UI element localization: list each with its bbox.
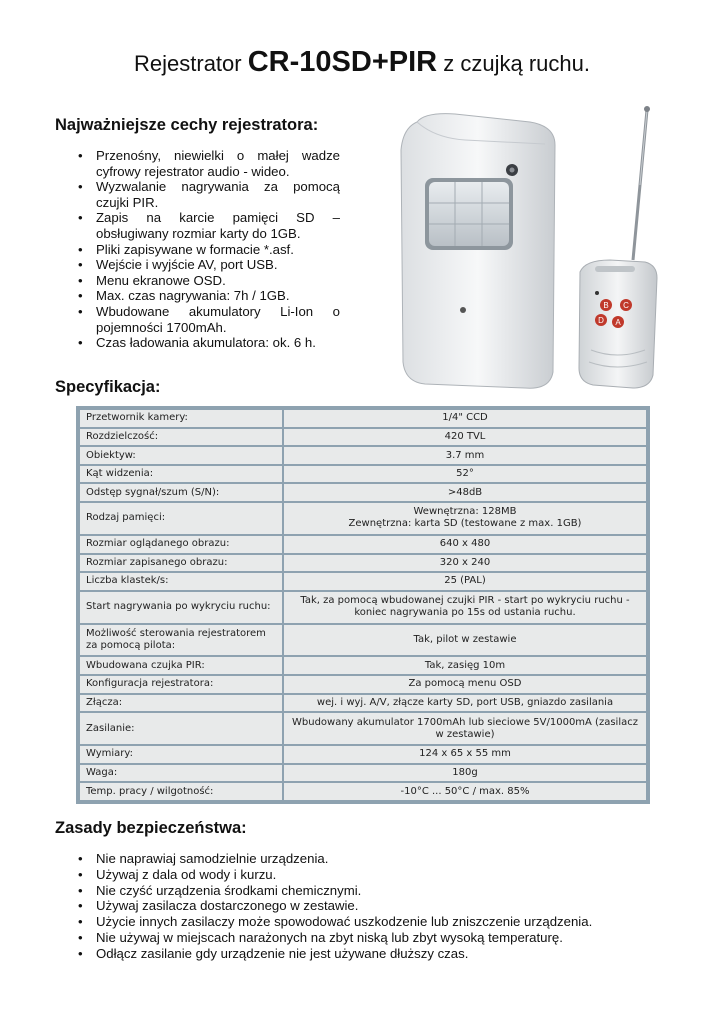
spec-table-frame	[76, 406, 650, 804]
spec-key: Rozmiar oglądanego obrazu:	[80, 536, 282, 553]
spec-key: Wbudowana czujka PIR:	[80, 657, 282, 674]
spec-value: 3.7 mm	[284, 447, 646, 464]
feature-item: • Wejście i wyjście AV, port USB.	[78, 257, 340, 273]
safety-item: • Użycie innych zasilaczy może spowodować uszkodzenie lub zniszczenie urządzenia.	[78, 914, 678, 930]
spec-key: Temp. pracy / wilgotność:	[80, 783, 282, 800]
spec-key: Odstęp sygnał/szum (S/N):	[80, 484, 282, 501]
feature-item: • Pliki zapisywane w formacie *.asf.	[78, 242, 340, 258]
spec-value: -10°C ... 50°C / max. 85%	[284, 783, 646, 800]
spec-value: Tak, zasięg 10m	[284, 657, 646, 674]
spec-key: Rozmiar zapisanego obrazu:	[80, 555, 282, 572]
recorder-body	[401, 114, 555, 389]
spec-row	[80, 625, 646, 656]
spec-row	[80, 573, 646, 590]
spec-key: Przetwornik kamery:	[80, 410, 282, 427]
spec-value: 640 x 480	[284, 536, 646, 553]
safety-item: • Nie naprawiaj samodzielnie urządzenia.	[78, 851, 678, 867]
spec-key: Start nagrywania po wykryciu ruchu:	[80, 592, 282, 623]
features-heading: Najważniejsze cechy rejestratora:	[55, 116, 319, 134]
spec-row	[80, 447, 646, 464]
spec-value: 25 (PAL)	[284, 573, 646, 590]
remote-label-c: C	[623, 301, 629, 310]
spec-row	[80, 503, 646, 534]
spec-key: Liczba klastek/s:	[80, 573, 282, 590]
spec-row	[80, 555, 646, 572]
spec-value: Tak, za pomocą wbudowanej czujki PIR - start po wykryciu ruchu - koniec nagrywania po 15s od ustania ruchu.	[284, 592, 646, 623]
product-illustration	[395, 100, 670, 395]
spec-row	[80, 783, 646, 800]
spec-row	[80, 657, 646, 674]
spec-key: Kąt widzenia:	[80, 466, 282, 483]
spec-row	[80, 695, 646, 712]
spec-key: Możliwość sterowania rejestratorem za pomocą pilota:	[80, 625, 282, 656]
spec-key: Zasilanie:	[80, 713, 282, 744]
spec-key: Rozdzielczość:	[80, 429, 282, 446]
specs-heading: Specyfikacja:	[55, 378, 161, 396]
spec-row	[80, 429, 646, 446]
safety-item: • Nie używaj w miejscach narażonych na zbyt niską lub zbyt wysoką temperaturę.	[78, 930, 678, 946]
remote-control	[579, 260, 657, 388]
page-title	[0, 46, 724, 79]
feature-item: • Wyzwalanie nagrywania za pomocą czujki PIR.	[78, 179, 340, 210]
title-prefix: Rejestrator	[134, 51, 242, 76]
feature-item: • Czas ładowania akumulatora: ok. 6 h.	[78, 335, 340, 351]
spec-row	[80, 676, 646, 693]
spec-value: 124 x 65 x 55 mm	[284, 746, 646, 763]
safety-item: • Używaj z dala od wody i kurzu.	[78, 867, 678, 883]
feature-item: • Zapis na karcie pamięci SD – obsługiwany rozmiar karty do 1GB.	[78, 210, 340, 241]
remote-label-b: B	[603, 301, 609, 310]
safety-item: • Nie czyść urządzenia środkami chemicznymi.	[78, 883, 678, 899]
spec-row	[80, 410, 646, 427]
title-model: CR-10SD+PIR	[247, 46, 438, 78]
safety-list	[78, 851, 678, 962]
spec-value: 320 x 240	[284, 555, 646, 572]
spec-value: 1/4" CCD	[284, 410, 646, 427]
spec-value: Tak, pilot w zestawie	[284, 625, 646, 656]
feature-item: • Przenośny, niewielki o małej wadze cyfrowy rejestrator audio - wideo.	[78, 148, 340, 179]
spec-value: wej. i wyj. A/V, złącze karty SD, port USB, gniazdo zasilania	[284, 695, 646, 712]
product-image	[395, 100, 670, 395]
safety-item: • Odłącz zasilanie gdy urządzenie nie jest używane dłuższy czas.	[78, 946, 678, 962]
spec-value: 420 TVL	[284, 429, 646, 446]
spec-key: Złącza:	[80, 695, 282, 712]
title-suffix: z czujką ruchu.	[443, 51, 590, 76]
spec-value: Wbudowany akumulator 1700mAh lub sieciowe 5V/1000mA (zasilacz w zestawie)	[284, 713, 646, 744]
spec-row	[80, 765, 646, 782]
feature-item: • Wbudowane akumulatory Li-Ion o pojemności 1700mAh.	[78, 304, 340, 335]
spec-key: Obiektyw:	[80, 447, 282, 464]
spec-key: Wymiary:	[80, 746, 282, 763]
spec-key: Waga:	[80, 765, 282, 782]
spec-row	[80, 466, 646, 483]
spec-value: Wewnętrzna: 128MB Zewnętrzna: karta SD (testowane z max. 1GB)	[284, 503, 646, 534]
spec-key: Rodzaj pamięci:	[80, 503, 282, 534]
spec-value: Za pomocą menu OSD	[284, 676, 646, 693]
feature-item: • Max. czas nagrywania: 7h / 1GB.	[78, 288, 340, 304]
spec-row	[80, 536, 646, 553]
safety-heading: Zasady bezpieczeństwa:	[55, 819, 247, 837]
spec-row	[80, 592, 646, 623]
feature-item: • Menu ekranowe OSD.	[78, 273, 340, 289]
spec-value: >48dB	[284, 484, 646, 501]
spec-row	[80, 484, 646, 501]
spec-table	[78, 408, 648, 802]
mic-hole	[460, 307, 466, 313]
features-list	[78, 148, 340, 351]
spec-value: 52°	[284, 466, 646, 483]
remote-label-a: A	[615, 318, 621, 327]
remote-antenna	[633, 106, 650, 260]
safety-item: • Używaj zasilacza dostarczonego w zestawie.	[78, 898, 678, 914]
spec-value: 180g	[284, 765, 646, 782]
spec-key: Konfiguracja rejestratora:	[80, 676, 282, 693]
spec-row	[80, 713, 646, 744]
remote-label-d: D	[598, 316, 604, 325]
spec-row	[80, 746, 646, 763]
